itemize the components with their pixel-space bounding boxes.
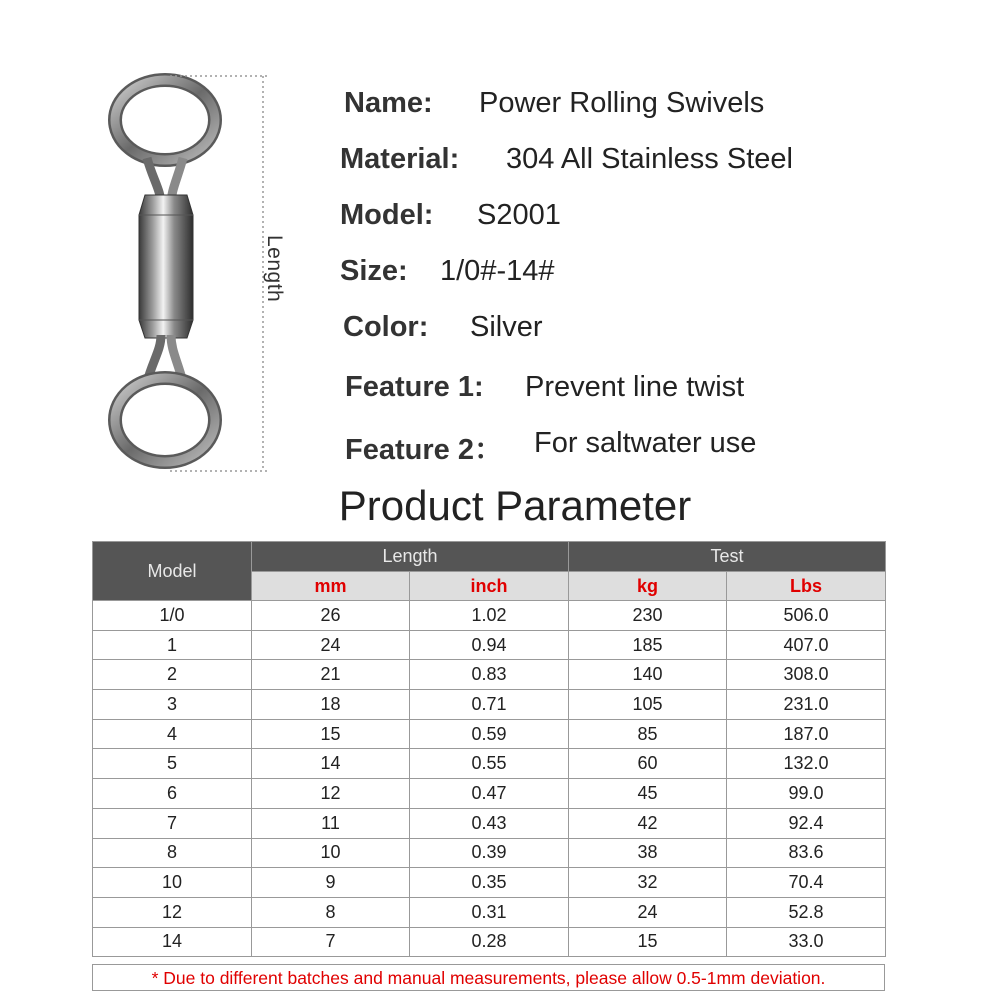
- cell-inch: 0.28: [410, 927, 569, 957]
- length-dimension-label: Length: [263, 235, 286, 303]
- spec-feature-1: [345, 371, 745, 404]
- swivel-product-image: [95, 70, 285, 490]
- cell-lbs: 506.0: [727, 601, 886, 631]
- cell-lbs: 308.0: [727, 660, 886, 690]
- table-row: [93, 660, 886, 690]
- cell-kg: 38: [569, 838, 727, 868]
- cell-lbs: 52.8: [727, 897, 886, 927]
- cell-model: 5: [93, 749, 252, 779]
- section-title: Product Parameter: [338, 482, 692, 529]
- spec-key: Size:: [340, 255, 408, 287]
- cell-kg: 230: [569, 601, 727, 631]
- cell-kg: 42: [569, 808, 727, 838]
- cell-mm: 9: [252, 868, 410, 898]
- cell-lbs: 92.4: [727, 808, 886, 838]
- cell-model: 8: [93, 838, 252, 868]
- cell-lbs: 99.0: [727, 779, 886, 809]
- spec-color: [343, 311, 543, 344]
- deviation-footnote: * Due to different batches and manual measurements, please allow 0.5-1mm deviation.: [92, 964, 885, 991]
- cell-kg: 32: [569, 868, 727, 898]
- spec-key: Material:: [340, 143, 460, 175]
- cell-mm: 12: [252, 779, 410, 809]
- cell-mm: 7: [252, 927, 410, 957]
- cell-inch: 0.55: [410, 749, 569, 779]
- header-kg: kg: [569, 572, 727, 601]
- cell-lbs: 33.0: [727, 927, 886, 957]
- table-row: [93, 630, 886, 660]
- cell-inch: 0.47: [410, 779, 569, 809]
- cell-model: 1/0: [93, 601, 252, 631]
- cell-kg: 60: [569, 749, 727, 779]
- table-body: [93, 601, 886, 957]
- table-row: [93, 779, 886, 809]
- table-row: [93, 868, 886, 898]
- cell-model: 2: [93, 660, 252, 690]
- cell-inch: 0.94: [410, 630, 569, 660]
- cell-kg: 45: [569, 779, 727, 809]
- cell-model: 6: [93, 779, 252, 809]
- table-row: [93, 749, 886, 779]
- spec-value: 304 All Stainless Steel: [506, 143, 793, 175]
- cell-lbs: 70.4: [727, 868, 886, 898]
- cell-mm: 26: [252, 601, 410, 631]
- cell-kg: 85: [569, 719, 727, 749]
- header-mm: mm: [252, 572, 410, 601]
- spec-value: Prevent line twist: [525, 371, 745, 403]
- spec-value: Power Rolling Swivels: [479, 87, 765, 119]
- cell-mm: 14: [252, 749, 410, 779]
- cell-kg: 140: [569, 660, 727, 690]
- cell-model: 14: [93, 927, 252, 957]
- product-parameter-table: [92, 541, 886, 957]
- cell-mm: 21: [252, 660, 410, 690]
- cell-mm: 10: [252, 838, 410, 868]
- cell-model: 7: [93, 808, 252, 838]
- spec-key: Name:: [344, 87, 433, 119]
- cell-lbs: 407.0: [727, 630, 886, 660]
- table-row: [93, 601, 886, 631]
- spec-value: S2001: [477, 199, 561, 231]
- table-row: [93, 927, 886, 957]
- table-row: [93, 838, 886, 868]
- cell-model: 4: [93, 719, 252, 749]
- cell-inch: 0.83: [410, 660, 569, 690]
- cell-kg: 15: [569, 927, 727, 957]
- header-length: Length: [252, 542, 569, 572]
- table-row: [93, 690, 886, 720]
- cell-mm: 11: [252, 808, 410, 838]
- cell-lbs: 187.0: [727, 719, 886, 749]
- spec-value: For saltwater use: [534, 427, 757, 459]
- cell-inch: 0.39: [410, 838, 569, 868]
- cell-lbs: 132.0: [727, 749, 886, 779]
- cell-lbs: 83.6: [727, 838, 886, 868]
- table-row: [93, 897, 886, 927]
- header-model: Model: [93, 542, 252, 601]
- cell-mm: 8: [252, 897, 410, 927]
- spec-model: [340, 199, 561, 232]
- cell-model: 3: [93, 690, 252, 720]
- header-test: Test: [569, 542, 886, 572]
- spec-value: 1/0#-14#: [440, 255, 555, 287]
- cell-inch: 0.59: [410, 719, 569, 749]
- spec-value: Silver: [470, 311, 543, 343]
- cell-model: 10: [93, 868, 252, 898]
- cell-lbs: 231.0: [727, 690, 886, 720]
- spec-key: Model:: [340, 199, 434, 231]
- cell-inch: 0.31: [410, 897, 569, 927]
- spec-key: Feature 1:: [345, 371, 484, 403]
- cell-mm: 18: [252, 690, 410, 720]
- cell-model: 12: [93, 897, 252, 927]
- cell-mm: 24: [252, 630, 410, 660]
- cell-model: 1: [93, 630, 252, 660]
- cell-inch: 0.35: [410, 868, 569, 898]
- cell-inch: 1.02: [410, 601, 569, 631]
- spec-feature-2: [345, 427, 757, 468]
- cell-kg: 24: [569, 897, 727, 927]
- spec-size: [340, 255, 555, 288]
- cell-inch: 0.71: [410, 690, 569, 720]
- table-row: [93, 808, 886, 838]
- cell-kg: 185: [569, 630, 727, 660]
- header-lbs: Lbs: [727, 572, 886, 601]
- table-row: [93, 719, 886, 749]
- cell-mm: 15: [252, 719, 410, 749]
- spec-key: Color:: [343, 311, 429, 343]
- spec-key: Feature 2：: [345, 434, 503, 466]
- cell-inch: 0.43: [410, 808, 569, 838]
- spec-name: [344, 87, 765, 120]
- header-inch: inch: [410, 572, 569, 601]
- spec-material: [340, 143, 793, 176]
- cell-kg: 105: [569, 690, 727, 720]
